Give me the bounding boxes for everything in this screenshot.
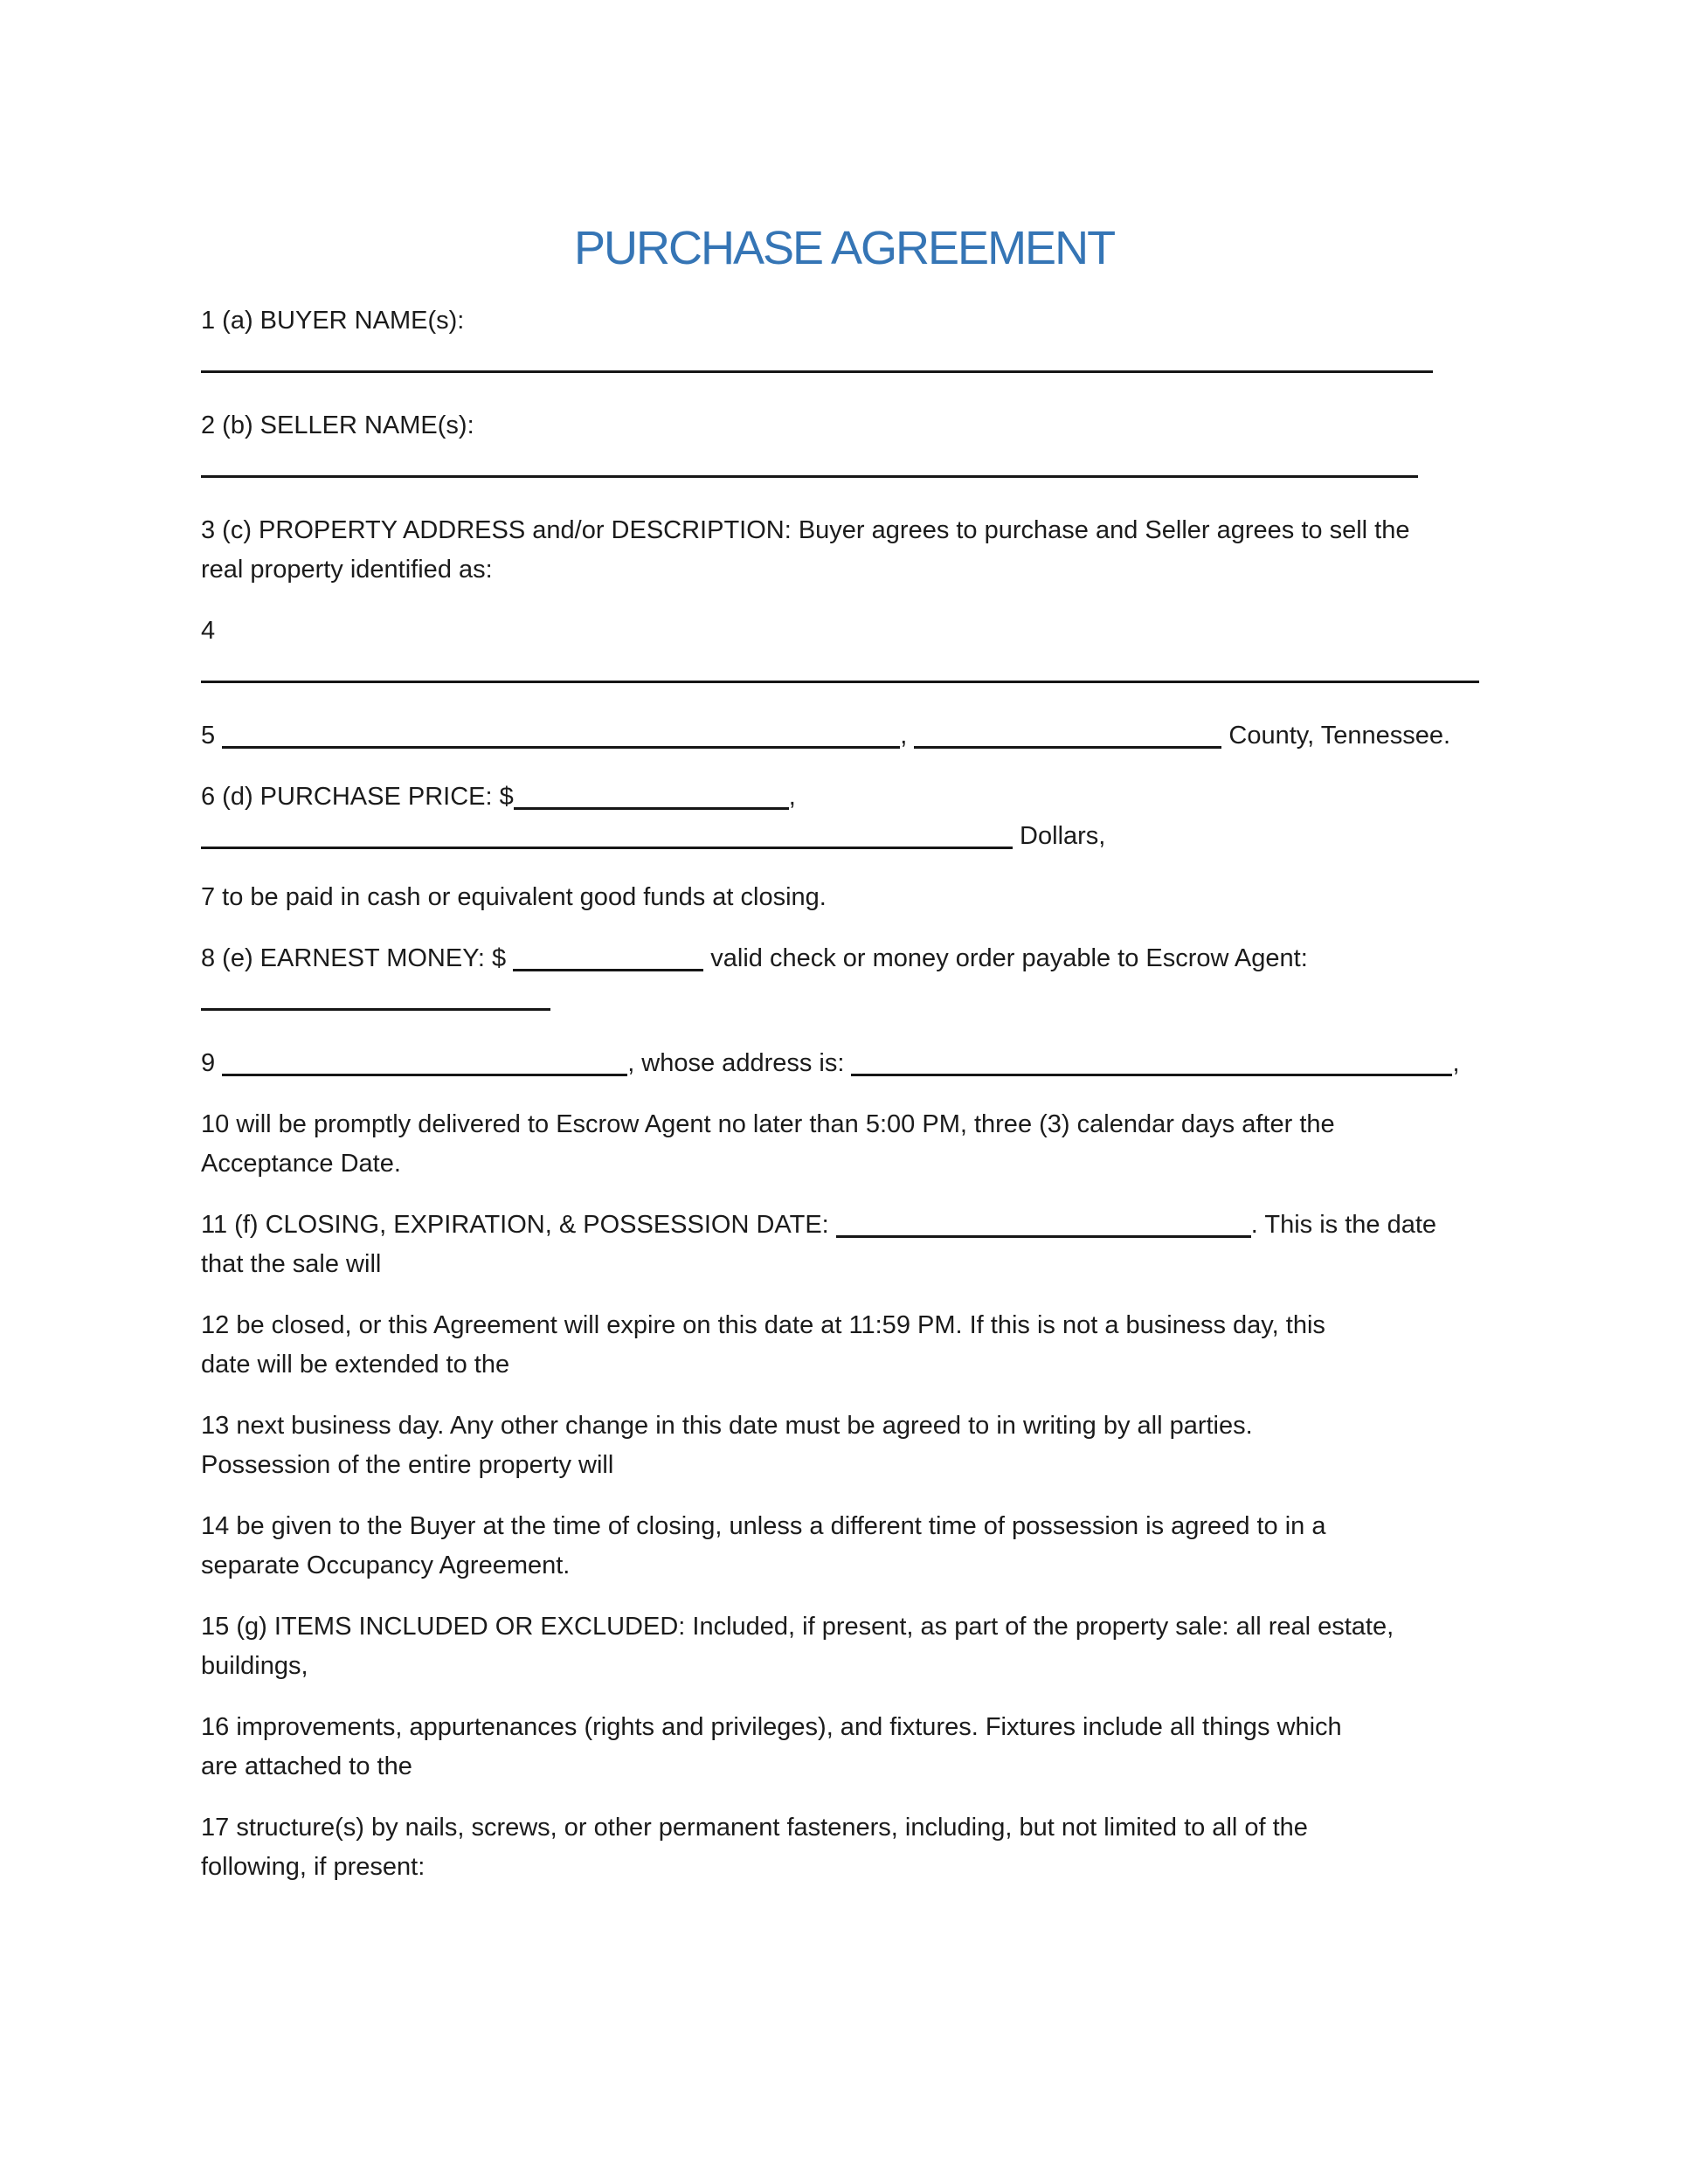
document-row [201, 1406, 1513, 1446]
document-row [201, 1144, 1513, 1184]
document-row [201, 1446, 1513, 1485]
document-row [201, 878, 1513, 917]
paragraph [201, 612, 1513, 695]
document-row [201, 1245, 1513, 1284]
text-run: 12 be closed, or this Agreement will expire on this date at 11:59 PM. If this is not a business day, this [201, 1311, 1325, 1339]
document-row [201, 1848, 1513, 1887]
blank-line [201, 446, 1418, 478]
document-body [0, 301, 1688, 1887]
blank-line [513, 939, 703, 971]
document-row [201, 341, 1513, 384]
document-row [201, 1105, 1513, 1144]
document-row [201, 939, 1513, 978]
document-row [201, 1206, 1513, 1245]
text-run: 4 [201, 617, 216, 645]
document-row [201, 511, 1513, 550]
text-run: , [900, 722, 915, 750]
text-run: , [1452, 1049, 1460, 1077]
blank-line [201, 817, 1013, 849]
text-run: 3 (c) PROPERTY ADDRESS and/or DESCRIPTION: Buyer agrees to purchase and Seller agrees to sell the [201, 516, 1410, 544]
paragraph [201, 1206, 1513, 1284]
text-run: 14 be given to the Buyer at the time of closing, unless a different time of possession is agreed to in a [201, 1512, 1326, 1540]
document-row [201, 1607, 1513, 1647]
text-run: 9 [201, 1049, 223, 1077]
blank-line [914, 716, 1221, 749]
document-row [201, 550, 1513, 590]
paragraph [201, 1306, 1513, 1385]
text-run: 5 [201, 722, 223, 750]
document-row [201, 612, 1513, 651]
page-title: PURCHASE AGREEMENT [573, 222, 1115, 274]
text-run: 13 next business day. Any other change in this date must be agreed to in writing by all parties. [201, 1412, 1253, 1440]
text-run: Dollars, [1013, 822, 1106, 850]
blank-line [201, 341, 1433, 373]
text-run: 8 (e) EARNEST MONEY: $ [201, 944, 514, 972]
text-run: 15 (g) ITEMS INCLUDED OR EXCLUDED: Included, if present, as part of the property sale: all real estate, [201, 1613, 1394, 1641]
blank-line [222, 1044, 627, 1076]
paragraph [201, 778, 1513, 856]
text-run: that the sale will [201, 1250, 382, 1278]
text-run: valid check or money order payable to Escrow Agent: [703, 944, 1308, 972]
paragraph [201, 716, 1513, 756]
paragraph [201, 301, 1513, 384]
text-run: following, if present: [201, 1853, 425, 1881]
document-row [201, 778, 1513, 817]
document-row [201, 716, 1513, 756]
paragraph [201, 406, 1513, 489]
paragraph [201, 878, 1513, 917]
document-row [201, 1306, 1513, 1345]
text-run: 16 improvements, appurtenances (rights and privileges), and fixtures. Fixtures include all things which [201, 1713, 1342, 1741]
text-run: County, Tennessee. [1221, 722, 1451, 750]
paragraph [201, 1607, 1513, 1686]
text-run: Acceptance Date. [201, 1150, 401, 1178]
document-row [201, 1507, 1513, 1546]
document-row [201, 406, 1513, 446]
text-run: separate Occupancy Agreement. [201, 1552, 571, 1579]
document-row [201, 1546, 1513, 1586]
document-row [201, 1747, 1513, 1787]
paragraph [201, 511, 1513, 590]
document-row [201, 1044, 1513, 1083]
document-row [201, 1647, 1513, 1686]
blank-line [201, 651, 1479, 683]
paragraph [201, 1507, 1513, 1586]
text-run: 7 to be paid in cash or equivalent good funds at closing. [201, 883, 827, 911]
text-run: buildings, [201, 1652, 308, 1680]
paragraph [201, 1808, 1513, 1887]
text-run: Possession of the entire property will [201, 1451, 614, 1479]
text-run: , [788, 783, 796, 811]
text-run: date will be extended to the [201, 1351, 510, 1379]
document-row [201, 1345, 1513, 1385]
text-run: 10 will be promptly delivered to Escrow Agent no later than 5:00 PM, three (3) calendar days after the [201, 1110, 1335, 1138]
blank-line [222, 716, 900, 749]
text-run: 6 (d) PURCHASE PRICE: $ [201, 783, 514, 811]
paragraph [201, 1406, 1513, 1485]
blank-line [201, 978, 550, 1011]
document-row [201, 817, 1513, 856]
text-run: . This is the date [1250, 1211, 1437, 1239]
document-row [201, 651, 1513, 695]
document-row [201, 446, 1513, 489]
text-run: 17 structure(s) by nails, screws, or other permanent fasteners, including, but not limited to all of the [201, 1814, 1308, 1842]
document-row [201, 978, 1513, 1022]
paragraph [201, 939, 1513, 1022]
text-run: 2 (b) SELLER NAME(s): [201, 411, 474, 439]
blank-line [836, 1206, 1251, 1238]
document-row [201, 301, 1513, 341]
paragraph [201, 1105, 1513, 1184]
blank-line [851, 1044, 1452, 1076]
text-run: , whose address is: [627, 1049, 852, 1077]
document-row [201, 1808, 1513, 1848]
paragraph [201, 1708, 1513, 1787]
text-run: 11 (f) CLOSING, EXPIRATION, & POSSESSION DATE: [201, 1211, 836, 1239]
paragraph [201, 1044, 1513, 1083]
document-row [201, 1708, 1513, 1747]
text-run: real property identified as: [201, 556, 493, 584]
text-run: 1 (a) BUYER NAME(s): [201, 307, 465, 335]
blank-line [514, 778, 789, 810]
text-run: are attached to the [201, 1752, 412, 1780]
